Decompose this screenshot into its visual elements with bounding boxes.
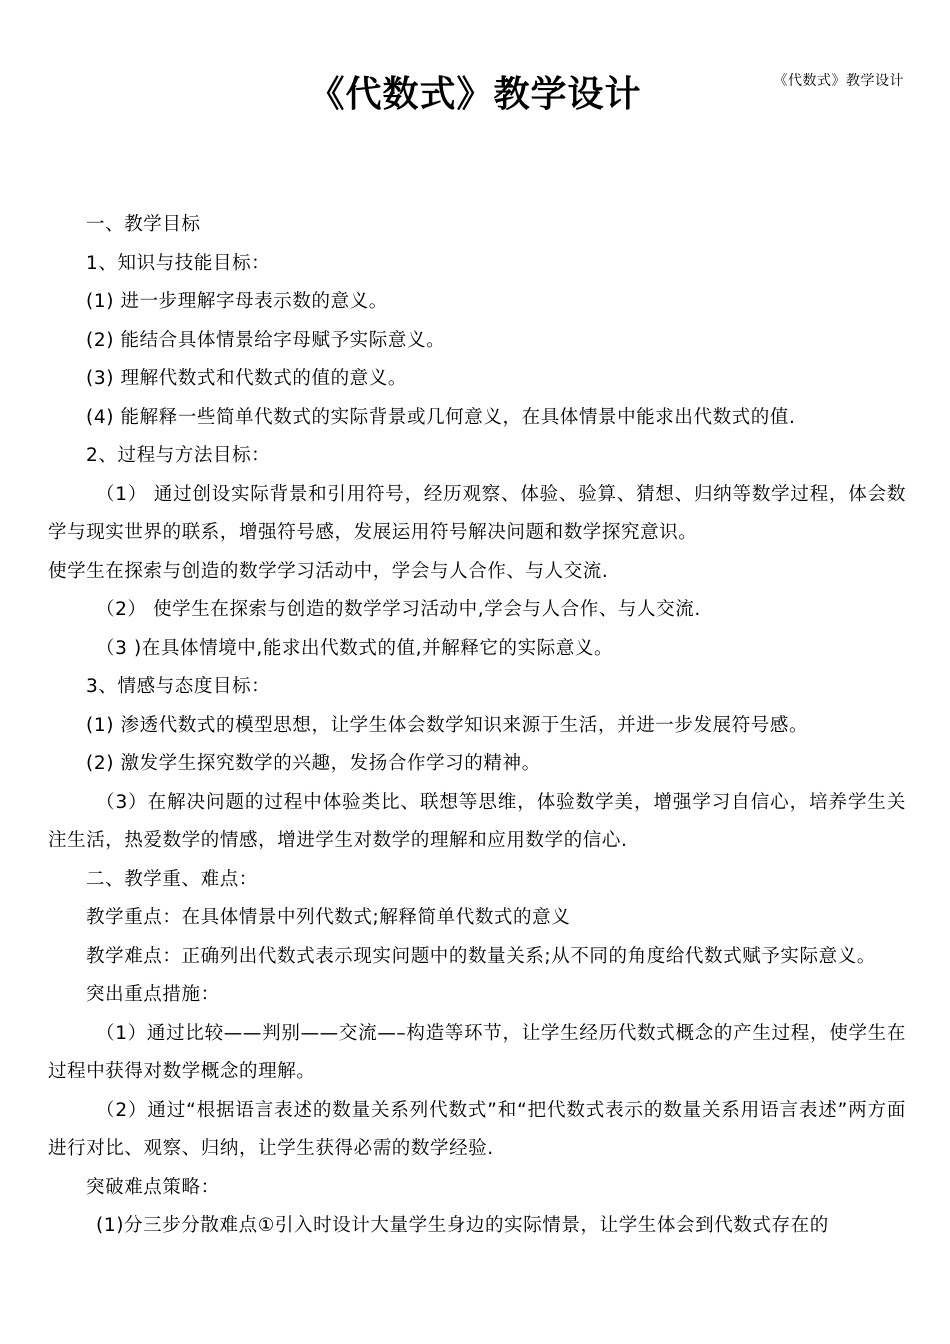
paragraph: （1） 通过创设实际背景和引用符号，经历观察、体验、验算、猜想、归纳等数学过程，体会数学与现实世界的联系，增强符号感，发展运用符号解决问题和数学探究意识。	[48, 483, 906, 543]
paragraph: （3 )在具体情境中,能求出代数式的值,并解释它的实际意义。	[96, 637, 614, 659]
paragraph: (1)分三步分散难点①引入时设计大量学生身边的实际情景，让学生体会到代数式存在的	[96, 1215, 829, 1236]
paragraph: (1) 进一步理解字母表示数的意义。	[86, 291, 388, 312]
subsection-heading-knowledge: 1、知识与技能目标：	[86, 252, 271, 274]
subsection-heading-process: 2、过程与方法目标：	[86, 445, 271, 466]
running-header: 《代数式》教学设计	[773, 73, 904, 89]
paragraph: 教学难点：正确列出代数式表示现实问题中的数量关系;从不同的角度给代数式赋予实际意义。	[86, 945, 876, 967]
paragraph: （3）在解决问题的过程中体验类比、联想等思维，体验数学美，增强学习自信心，培养学生关注生活，热爱数学的情感，增进学生对数学的理解和应用数学的信心.	[48, 791, 906, 851]
paragraph: (3) 理解代数式和代数式的值的意义。	[86, 368, 407, 389]
paragraph: （1）通过比较——判别——交流—–构造等环节，让学生经历代数式概念的产生过程，使学生在过程中获得对数学概念的理解。	[48, 1022, 906, 1082]
paragraph: (2) 激发学生探究数学的兴趣，发扬合作学习的精神。	[86, 753, 541, 774]
document-body	[48, 206, 906, 1246]
paragraph: （2）通过“根据语言表述的数量关系列代数式”和“把代数式表示的数量关系用语言表述”两方面进行对比、观察、归纳，让学生获得必需的数学经验.	[48, 1099, 906, 1159]
subsection-heading-emphasis: 突出重点措施：	[86, 984, 220, 1005]
document-title: 《代数式》教学设计	[308, 74, 642, 115]
subsection-heading-attitude: 3、情感与态度目标：	[86, 676, 271, 697]
paragraph: (4) 能解释一些简单代数式的实际背景或几何意义，在具体情景中能求出代数式的值.	[86, 406, 796, 428]
paragraph: 使学生在探索与创造的数学学习活动中，学会与人合作、与人交流.	[48, 560, 609, 582]
section-heading-key-points: 二、教学重、难点：	[86, 868, 258, 890]
subsection-heading-difficulty: 突破难点策略：	[86, 1176, 220, 1198]
paragraph: (2) 能结合具体情景给字母赋予实际意义。	[86, 329, 446, 351]
paragraph: （2） 使学生在探索与创造的数学学习活动中,学会与人合作、与人交流.	[96, 599, 701, 620]
section-heading-objectives: 一、教学目标	[86, 214, 201, 235]
paragraph: (1) 渗透代数式的模型思想，让学生体会数学知识来源于生活，并进一步发展符号感。	[86, 714, 809, 736]
paragraph: 教学重点：在具体情景中列代数式;解释简单代数式的意义	[86, 907, 571, 928]
